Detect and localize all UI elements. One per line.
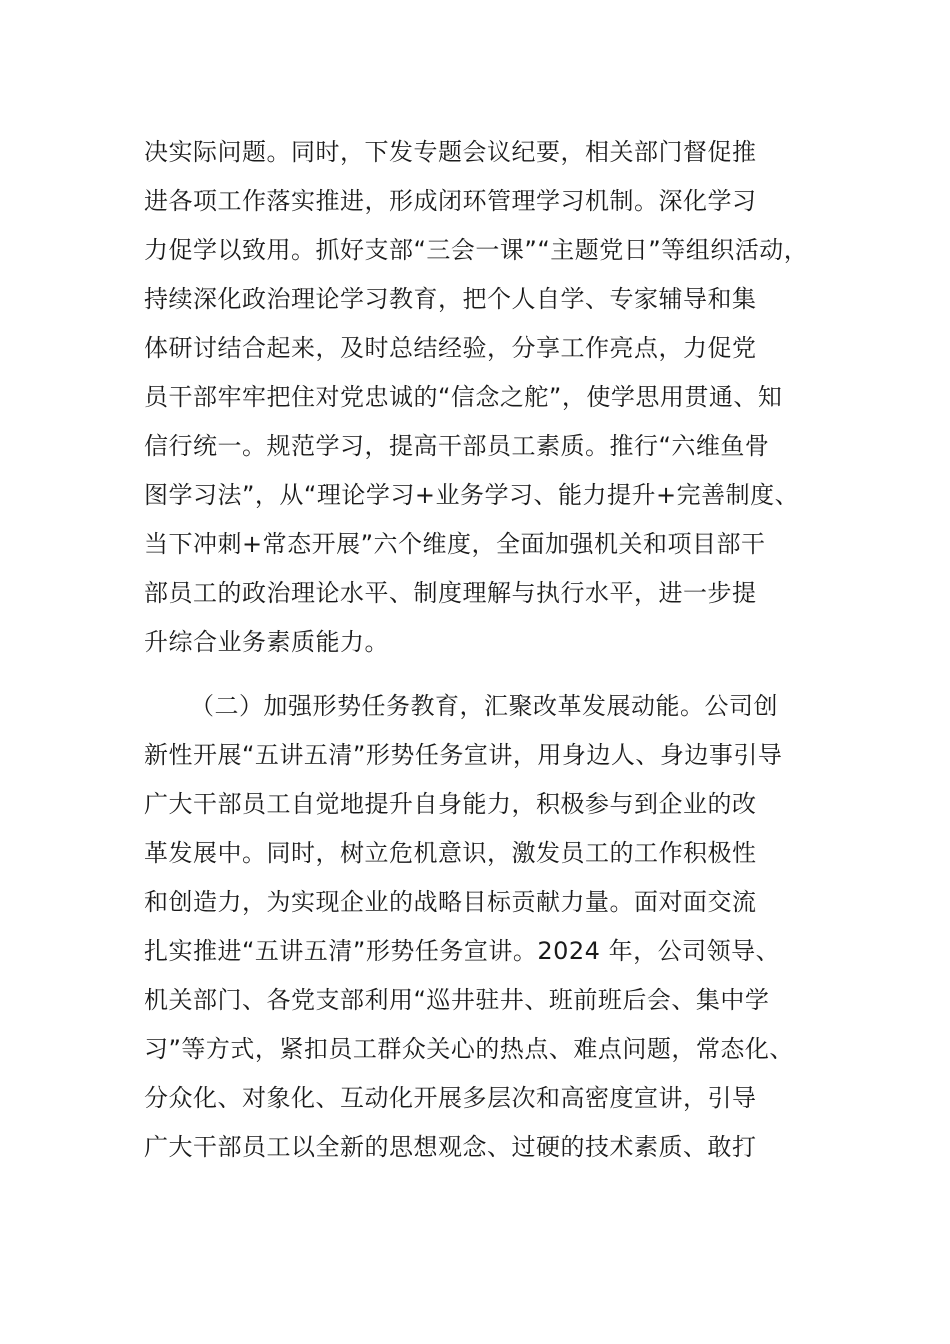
text-line: 力促学以致用。抓好支部“三会一课”“主题党日”等组织活动，: [144, 236, 809, 264]
text-line: 当下冲刺+常态开展”六个维度，全面加强机关和项目部干: [144, 530, 766, 558]
text-line: 决实际问题。同时，下发专题会议纪要，相关部门督促推: [144, 138, 757, 166]
text-line: 革发展中。同时，树立危机意识，激发员工的工作积极性: [144, 839, 757, 867]
text-line: 分众化、对象化、互动化开展多层次和高密度宣讲，引导: [144, 1084, 757, 1112]
text-line: 信行统一。规范学习，提高干部员工素质。推行“六维鱼骨: [144, 432, 770, 460]
text-line: 员干部牢牢把住对党忠诚的“信念之舵”，使学思用贯通、知: [144, 383, 783, 411]
text-line: 持续深化政治理论学习教育，把个人自学、专家辅导和集: [144, 285, 757, 313]
text-line: 广大干部员工以全新的思想观念、过硬的技术素质、敢打: [144, 1133, 757, 1161]
text-line: 部员工的政治理论水平、制度理解与执行水平，进一步提: [144, 579, 757, 607]
text-line: 和创造力，为实现企业的战略目标贡献力量。面对面交流: [144, 888, 757, 916]
text-line: 广大干部员工自觉地提升自身能力，积极参与到企业的改: [144, 790, 757, 818]
text-line: 扎实推进“五讲五清”形势任务宣讲。2024 年，公司领导、: [144, 937, 781, 965]
text-line: 机关部门、各党支部利用“巡井驻井、班前班后会、集中学: [144, 986, 770, 1014]
text-line: 升综合业务素质能力。: [144, 628, 389, 656]
text-line: 图学习法”，从“理论学习+业务学习、能力提升+完善制度、: [144, 481, 800, 509]
text-line: 体研讨结合起来，及时总结经验，分享工作亮点，力促党: [144, 334, 757, 362]
text-line: 习”等方式，紧扣员工群众关心的热点、难点问题，常态化、: [144, 1035, 794, 1063]
text-line: 进各项工作落实推进，形成闭环管理学习机制。深化学习: [144, 187, 757, 215]
text-line: 新性开展“五讲五清”形势任务宣讲，用身边人、身边事引导: [144, 741, 783, 769]
section-heading-line: （二）加强形势任务教育，汇聚改革发展动能。公司创: [190, 692, 778, 720]
